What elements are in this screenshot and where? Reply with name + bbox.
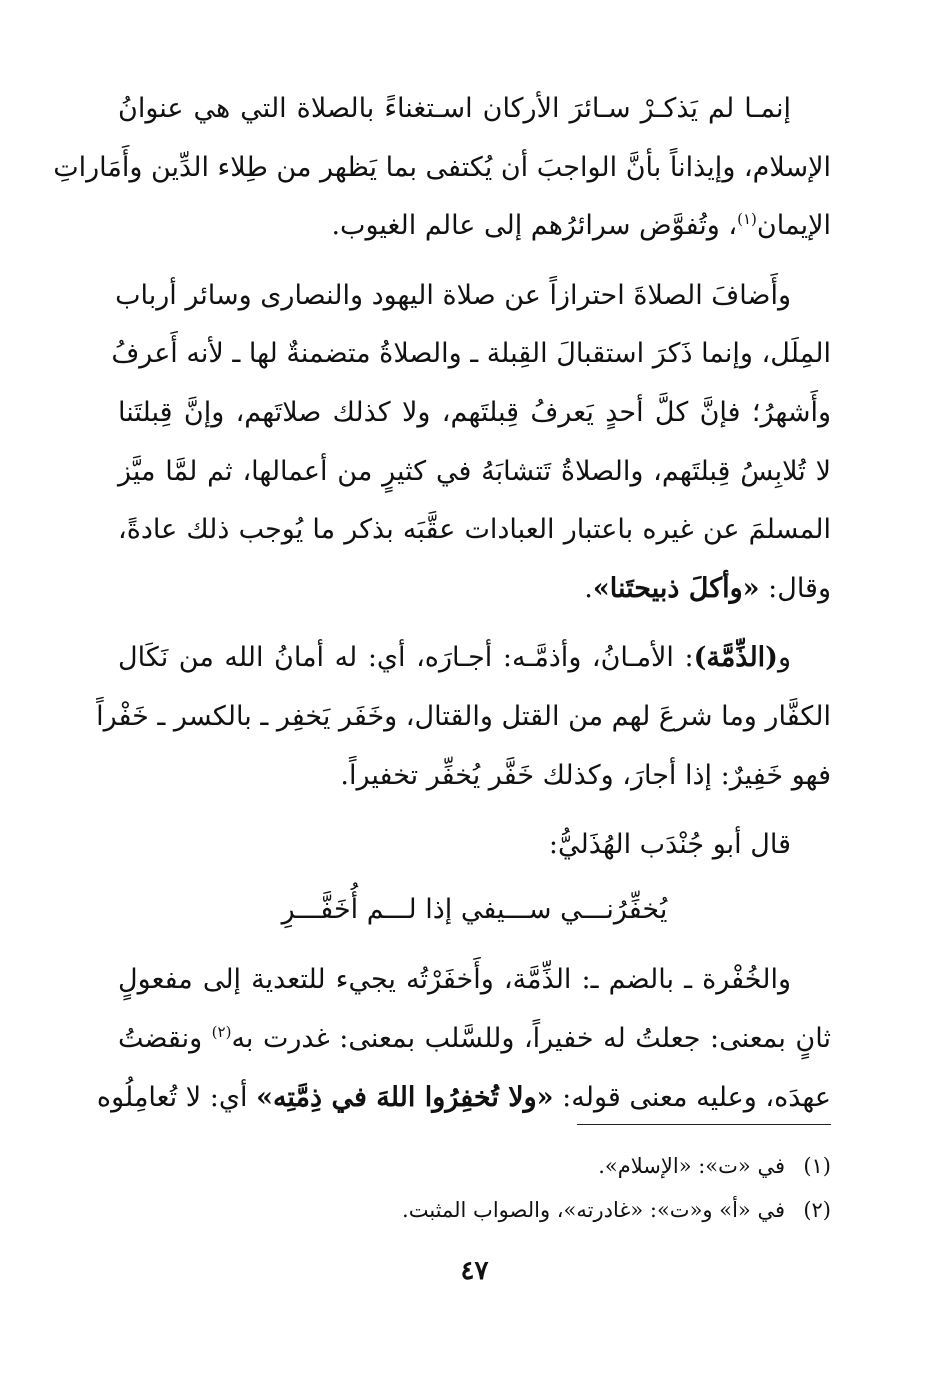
text-line: لا تُلابِسُ قِبلتَهم، والصلاةُ تَتشابَهُ في كثيرٍ من أعمالها، ثم لمَّا ميَّز xyxy=(118,455,831,487)
text-segment: عهدَه، وعليه معنى قوله: xyxy=(553,1081,831,1113)
paragraph-2 xyxy=(111,267,831,619)
text-segment: وقال: xyxy=(759,572,831,604)
poetry-verse: يُخفِّرُنـــي ســـيفي إذا لـــم أُخَفَّـــرِ xyxy=(281,893,668,925)
footnote-1 xyxy=(118,1144,831,1188)
text-line: إنمـا لم يَذكـرْ سـائرَ الأركان اسـتغناءً بالصلاة التي هي عنوانُ xyxy=(118,93,791,124)
text-line: وأَضافَ الصلاةَ احترازاً عن صلاة اليهود والنصارى وسائر أرباب xyxy=(115,279,791,311)
footnote-ref: (٢) xyxy=(211,1022,232,1041)
text-segment: ونقضتُ xyxy=(118,1022,212,1054)
footnote-ref: (١) xyxy=(737,210,757,229)
footnote-text: في «ت»: «الإسلام». xyxy=(598,1154,785,1178)
text-segment: ثانٍ بمعنى: جعلتُ له خفيراً، وللسَّلب بمعنى: غدرت به xyxy=(231,1022,831,1054)
text-line: والخُفْرة ـ بالضم ـ: الذِّمَّة، وأَخفَرْتُه يجيء للتعدية إلى مفعولٍ xyxy=(118,964,791,996)
text-segment: : الأمـانُ، وأذمَّـه: أجـارَه، أي: له أمانُ الله من نَكَال xyxy=(118,642,694,674)
text-line: الكفَّار وما شرعَ لهم من القتل والقتال، وخَفَر يَخفِر ـ بالكسر ـ خَفْراً xyxy=(96,700,831,732)
footnote-text: في «أ» و«ت»: «غادرته»، والصواب المثبت. xyxy=(402,1198,785,1222)
paragraph-3 xyxy=(96,629,831,805)
hadith-quote: «ولا تُخفِرُوا اللهَ في ذِمَّتِه» xyxy=(256,1081,554,1113)
footnote-number: (٢) xyxy=(803,1198,831,1222)
footnote-divider xyxy=(577,1124,831,1125)
text-line xyxy=(118,197,831,256)
main-text xyxy=(53,80,831,1138)
paragraph-1 xyxy=(53,80,831,256)
text-segment: ، وتُفوَّض سرائرُهم إلى عالم الغيوب. xyxy=(331,210,738,242)
poet-attribution: قال أبو جُنْدَب الهُذَليُّ: xyxy=(548,829,791,861)
text-segment: الإيمان xyxy=(756,210,831,242)
text-line xyxy=(96,1069,831,1128)
footnote-number: (١) xyxy=(803,1154,831,1178)
footnote-2 xyxy=(118,1188,831,1232)
text-segment: و xyxy=(777,642,791,674)
text-segment: أي: لا تُعامِلُوه xyxy=(96,1081,257,1113)
text-line: المِلَل، وإنما ذَكرَ استقبالَ القِبلة ـ والصلاةُ متضمنةٌ لها ـ لأنه أَعرفُ xyxy=(111,338,831,370)
text-line: وأَشهرُ؛ فإنَّ كلَّ أحدٍ يَعرفُ قِبلتَهم، ولا كذلك صلاتَهم، وإنَّ قِبلتَنا xyxy=(118,396,831,428)
text-line xyxy=(118,560,831,619)
text-line xyxy=(118,629,831,688)
hadith-quote: «وأكلَ ذبيحتَنا» xyxy=(592,572,760,604)
text-segment: . xyxy=(584,572,593,604)
text-line: الإسلام، وإيذاناً بأنَّ الواجبَ أن يُكتفى بما يَظهر من طِلاء الدِّين وأَمَاراتِ xyxy=(53,151,831,183)
text-line: المسلمَ عن غيره باعتبار العبادات عقَّبَه بذكر ما يُوجب ذلك عادةً، xyxy=(118,514,831,546)
text-line xyxy=(118,1010,831,1069)
paragraph-4 xyxy=(96,951,831,1127)
text-line: فهو خَفِيرٌ: إذا أجارَ، وكذلك خَفَّر يُخفِّر تخفيراً. xyxy=(340,759,831,791)
headword: (الذِّمَّة) xyxy=(693,642,778,674)
footnotes xyxy=(118,1144,831,1232)
page-number: ٤٧ xyxy=(460,1256,489,1286)
